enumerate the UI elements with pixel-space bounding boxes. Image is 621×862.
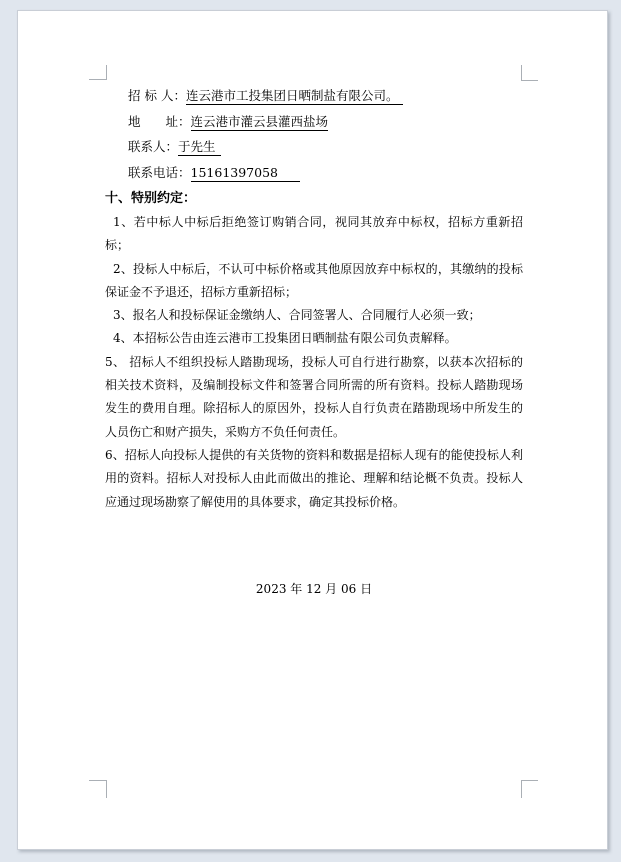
tenderee-value: 连云港市工投集团日晒制盐有限公司。	[186, 88, 404, 105]
contact-line-contact-person	[128, 134, 523, 160]
phone-value: 15161397058	[191, 165, 300, 182]
contact-person-value: 于先生	[178, 139, 221, 156]
contact-line-address	[128, 109, 523, 135]
address-value: 连云港市灌云县灌西盐场	[190, 113, 329, 129]
address-label: 地 址：	[128, 113, 191, 129]
document-content	[105, 81, 523, 601]
clause-6: 6、招标人向投标人提供的有关货物的资料和数据是招标人现有的能使投标人利用的资料。招标人对投标人由此而做出的推论、理解和结论概不负责。投标人应通过现场勘察了解使用的具体要求，确定其投标价格。	[105, 447, 523, 509]
tenderee-label: 招 标 人：	[128, 88, 186, 103]
contact-line-tenderee	[128, 83, 523, 109]
margin-mark-bottom-right	[521, 780, 538, 798]
contact-line-phone	[128, 160, 523, 186]
contact-block	[128, 81, 523, 185]
clause-1: 1、若中标人中标后拒绝签订购销合同，视同其放弃中标权，招标方重新招标；	[105, 215, 523, 253]
date-line: 2023 年 12 月 06 日	[255, 581, 373, 596]
clause-5: 5、 招标人不组织投标人踏勘现场，投标人可自行进行勘察，以获本次招标的相关技术资料，及编制投标文件和签署合同所需的所有资料。投标人踏勘现场发生的费用自理。除招标人的原因外，投标人自行负责在踏勘现场中所发生的人员伤亡和财产损失，采购方不负任何责任。	[105, 354, 523, 439]
margin-mark-bottom-left	[89, 780, 107, 798]
contact-person-label: 联系人：	[128, 139, 179, 154]
margin-mark-top-right	[521, 65, 538, 81]
margin-mark-top-left	[89, 65, 107, 80]
phone-label: 联系电话：	[128, 164, 191, 180]
section-heading-special-terms: 十、特别约定：	[105, 191, 197, 206]
clause-4: 4、本招标公告由连云港市工投集团日晒制盐有限公司负责解释。	[113, 331, 457, 346]
clause-3: 3、报名人和投标保证金缴纳人、合同签署人、合同履行人必须一致；	[113, 308, 481, 323]
clause-2: 2、投标人中标后，不认可中标价格或其他原因放弃中标权的，其缴纳的投标保证金不予退还，招标方重新招标；	[105, 261, 523, 299]
document-page	[17, 10, 608, 850]
